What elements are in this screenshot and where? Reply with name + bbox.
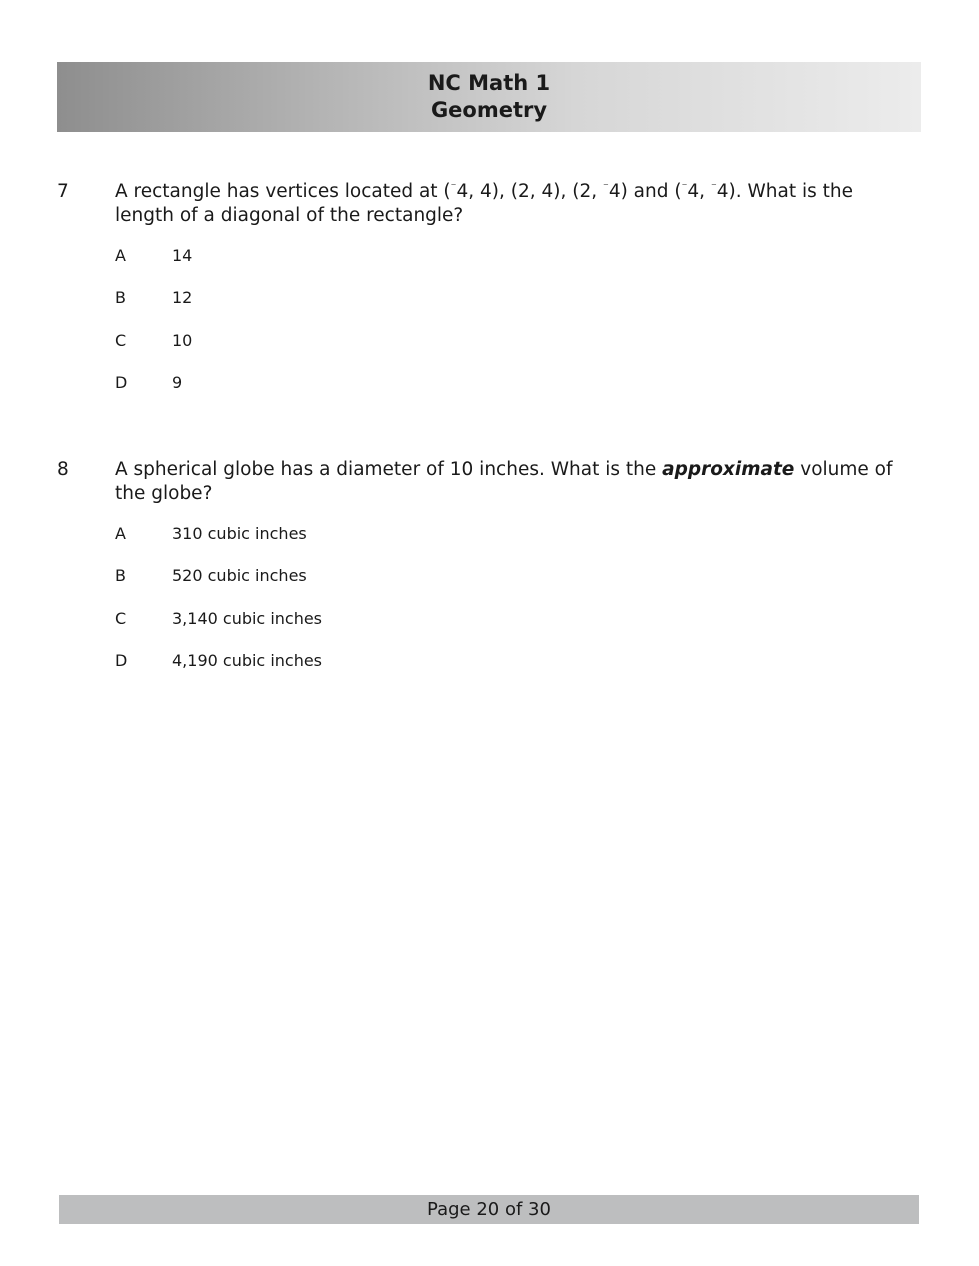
- header-title-topic: Geometry: [430, 98, 548, 122]
- option-letter: B: [115, 566, 126, 585]
- page-footer: [59, 1195, 919, 1224]
- option-letter: D: [115, 373, 128, 392]
- option-text: 14: [172, 246, 193, 265]
- option-text: 520 cubic inches: [172, 566, 307, 585]
- answer-option[interactable]: [0, 524, 600, 548]
- option-letter: B: [115, 288, 126, 307]
- answer-option[interactable]: [0, 246, 600, 270]
- answer-option[interactable]: [0, 609, 600, 633]
- option-text: 10: [172, 331, 193, 350]
- negative-sign: ⁻: [710, 180, 717, 193]
- answer-option[interactable]: [0, 566, 600, 590]
- question-stem: A rectangle has vertices located at (⁻4, 4), (2, 4), (2, ⁻4) and (⁻4, ⁻4). What is the length of a diagonal of the rectangle?: [115, 180, 854, 226]
- answer-option[interactable]: [0, 288, 600, 312]
- page-number: Page 20 of 30: [427, 1199, 551, 1220]
- option-letter: C: [115, 331, 127, 350]
- answer-option[interactable]: [0, 651, 600, 675]
- option-text: 3,140 cubic inches: [172, 609, 323, 628]
- option-letter: A: [115, 246, 126, 265]
- question-number: 7: [57, 181, 69, 202]
- option-text: 9: [172, 373, 183, 392]
- option-letter: C: [115, 609, 127, 628]
- emphasis-word: approximate: [662, 459, 795, 480]
- answer-option[interactable]: [0, 331, 600, 355]
- negative-sign: ⁻: [681, 180, 688, 193]
- negative-sign: ⁻: [450, 180, 457, 193]
- header-title-course: NC Math 1: [427, 71, 551, 95]
- page-header: [57, 62, 921, 132]
- option-text: 310 cubic inches: [172, 524, 307, 543]
- option-letter: D: [115, 651, 128, 670]
- question-stem: A spherical globe has a diameter of 10 inches. What is the approximate volume of the globe?: [115, 459, 893, 504]
- answer-option[interactable]: [0, 373, 600, 397]
- question-number: 8: [57, 459, 69, 480]
- option-text: 4,190 cubic inches: [172, 651, 323, 670]
- option-letter: A: [115, 524, 126, 543]
- option-text: 12: [172, 288, 193, 307]
- negative-sign: ⁻: [603, 180, 609, 193]
